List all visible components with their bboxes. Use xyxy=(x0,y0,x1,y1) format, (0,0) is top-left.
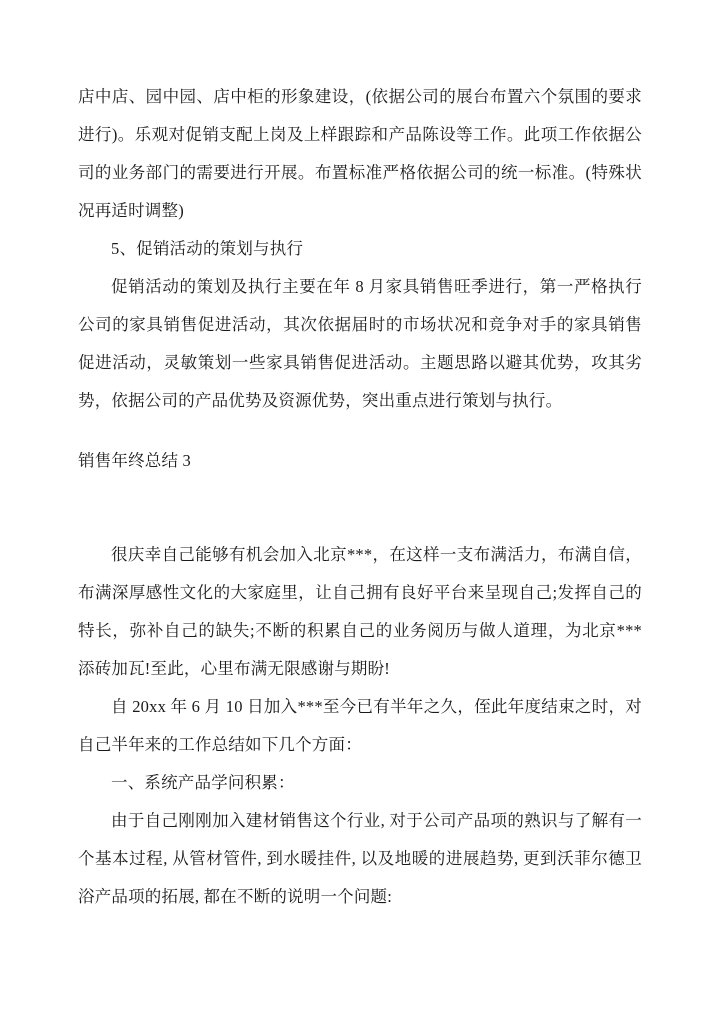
section-heading-sales-summary-3: 销售年终总结 3 xyxy=(78,451,191,470)
paragraph-shop-image: 店中店、园中园、店中柜的形象建设，(依据公司的展台布置六个氛围的要求进行)。乐观对促销支配上岗及上样跟踪和产品陈设等工作。此项工作依据公司的业务部门的需要进行开展。布置标准严格依据公司的统一标准。(特殊状况再适时调整) xyxy=(78,87,642,220)
paragraph-section-one: 一、系统产品学问积累： xyxy=(111,773,295,792)
paragraph-item-5: 5、促销活动的策划与执行 xyxy=(111,239,304,258)
heading-spacer xyxy=(78,506,642,536)
paragraph-promo-plan: 促销活动的策划及执行主要在年 8 月家具销售旺季进行，第一严格执行公司的家具销售促进活动，其次依据届时的市场状况和竞争对手的家具销售促进活动，灵敏策划一些家具销售促进活动。主题思路以避其优势，攻其劣势，依据公司的产品优势及资源优势，突出重点进行策划与执行。 xyxy=(78,277,642,410)
paragraph-gratitude: 很庆幸自己能够有机会加入北京***，在这样一支布满活力，布满自信，布满深厚感性文化的大家庭里，让自己拥有良好平台来呈现自己;发挥自己的特长，弥补自己的缺失;不断的积累自己的业务阅历与做人道理，为北京***添砖加瓦!至此，心里布满无限感谢与期盼! xyxy=(78,545,642,678)
paragraph-join-date: 自 20xx 年 6 月 10 日加入***至今已有半年之久，侄此年度结束之时，对自己半年来的工作总结如下几个方面： xyxy=(78,697,642,754)
document-body xyxy=(78,78,642,916)
paragraph-product-knowledge: 由于自己刚刚加入建材销售这个行业, 对于公司产品项的熟识与了解有一个基本过程, 从管材管件, 到水暖挂件, 以及地暖的进展趋势, 更到沃菲尔德卫浴产品项的拓展, 都在不断的说明一个问题: xyxy=(78,811,642,906)
